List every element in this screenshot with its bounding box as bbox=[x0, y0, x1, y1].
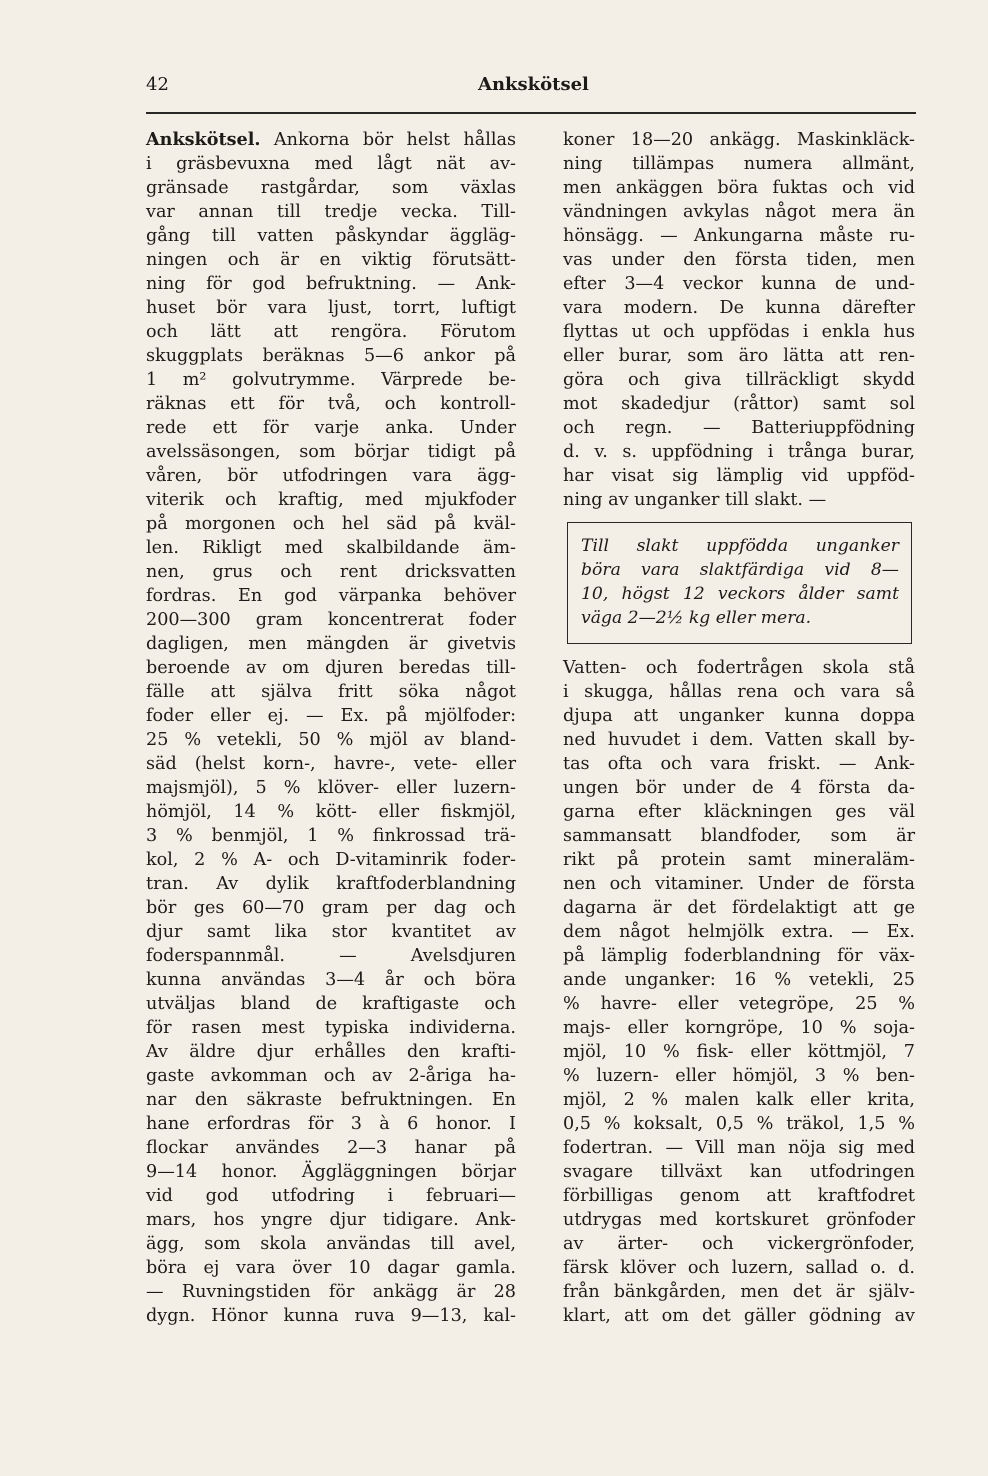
text-line: kunna användas 3—4 år och böra bbox=[146, 970, 516, 990]
text-line: foderspannmål. — Avelsdjuren bbox=[146, 946, 516, 966]
text-line: ungen bör under de 4 första da- bbox=[563, 778, 915, 798]
left-line-first bbox=[146, 128, 516, 152]
box-rule-top bbox=[567, 522, 912, 523]
text-line: mot skadedjur (råttor) samt sol bbox=[563, 394, 915, 414]
text-line: foder eller ej. — Ex. på mjölfoder: bbox=[146, 706, 516, 726]
text-line: viterik och kraftig, med mjukfoder bbox=[146, 490, 516, 510]
text-line: vid god utfodring i februari— bbox=[146, 1186, 516, 1206]
text-line: ning tillämpas numera allmänt, bbox=[563, 154, 915, 174]
box-line: 10, högst 12 veckors ålder samt bbox=[581, 584, 899, 604]
text-line: vändningen avkylas något mera än bbox=[563, 202, 915, 222]
text-line: säd (helst korn-, havre-, vete- eller bbox=[146, 754, 516, 774]
text-line: tas ofta och vara friskt. — Ank- bbox=[563, 754, 915, 774]
text-line: hane erfordras för 3 à 6 honor. I bbox=[146, 1114, 516, 1134]
entry-headword: Ankskötsel. bbox=[146, 129, 261, 150]
text-line: ning av unganker till slakt. — bbox=[563, 490, 827, 510]
text-line: Av äldre djur erhålles den krafti- bbox=[146, 1042, 516, 1062]
text-line: gaste avkomman och av 2-åriga ha- bbox=[146, 1066, 516, 1086]
text-line: i skugga, hållas rena och vara så bbox=[563, 682, 915, 702]
text-line: vas under den första tiden, men bbox=[563, 250, 915, 270]
text-line: men ankäggen böra fuktas och vid bbox=[563, 178, 915, 198]
text-line: djur samt lika stor kvantitet av bbox=[146, 922, 516, 942]
text-line: majsmjöl), 5 % klöver- eller luzern- bbox=[146, 778, 516, 798]
text-line: av ärter- och vickergrönfoder, bbox=[563, 1234, 915, 1254]
text-line: — Ruvningstiden för ankägg är 28 bbox=[146, 1282, 516, 1302]
text-line: % luzern- eller hömjöl, 3 % ben- bbox=[563, 1066, 915, 1086]
text-line: huset bör vara ljust, torrt, luftigt bbox=[146, 298, 516, 318]
text-line: utväljas bland de kraftigaste och bbox=[146, 994, 516, 1014]
text-line: förbilligas genom att kraftfodret bbox=[563, 1186, 915, 1206]
text-line: nen, grus och rent dricksvatten bbox=[146, 562, 516, 582]
text-line: ned huvudet i dem. Vatten skall by- bbox=[563, 730, 915, 750]
box-line: Till slakt uppfödda unganker bbox=[581, 536, 899, 556]
text-line: dagligen, men mängden är givetvis bbox=[146, 634, 516, 654]
text-line: koner 18—20 ankägg. Maskinkläck- bbox=[563, 130, 915, 150]
text-line: efter 3—4 veckor kunna de und- bbox=[563, 274, 915, 294]
text-line: fordras. En god värpanka behöver bbox=[146, 586, 516, 606]
text-line: böra ej vara över 10 dagar gamla. bbox=[146, 1258, 516, 1278]
text-line: ande unganker: 16 % vetekli, 25 bbox=[563, 970, 915, 990]
text-line: bör ges 60—70 gram per dag och bbox=[146, 898, 516, 918]
text-line: flyttas ut och uppfödas i enkla hus bbox=[563, 322, 915, 342]
left-lines bbox=[146, 152, 516, 1328]
right-column-top bbox=[563, 128, 915, 512]
box-rule-right bbox=[911, 522, 912, 644]
text-line: på lämplig foderblandning för väx- bbox=[563, 946, 915, 966]
text-line: 9—14 honor. Äggläggningen börjar bbox=[146, 1162, 516, 1182]
text-line: dagarna är det fördelaktigt att ge bbox=[563, 898, 915, 918]
text-line: på morgonen och hel säd på kväl- bbox=[146, 514, 516, 534]
text-line: våren, bör utfodringen vara ägg- bbox=[146, 466, 516, 486]
text-line: från bänkgården, men det är själv- bbox=[563, 1282, 915, 1302]
text-line: dem något helmjölk extra. — Ex. bbox=[563, 922, 915, 942]
text-line: eller burar, som äro lätta att ren- bbox=[563, 346, 915, 366]
text-line: mars, hos yngre djur tidigare. Ank- bbox=[146, 1210, 516, 1230]
text-line: 3 % benmjöl, 1 % finkrossad trä- bbox=[146, 826, 516, 846]
text-line: vara modern. De kunna därefter bbox=[563, 298, 915, 318]
text-line: och regn. — Batteriuppfödning bbox=[563, 418, 915, 438]
text-line: majs- eller korngröpe, 10 % soja- bbox=[563, 1018, 915, 1038]
box-line: böra vara slaktfärdiga vid 8— bbox=[581, 560, 899, 580]
page-header bbox=[146, 74, 916, 104]
header-rule bbox=[146, 112, 916, 114]
text-line: i gräsbevuxna med lågt nät av- bbox=[146, 154, 516, 174]
text-line: mjöl, 2 % malen kalk eller krita, bbox=[563, 1090, 915, 1110]
text-line: len. Rikligt med skalbildande äm- bbox=[146, 538, 516, 558]
text-line: sammansatt blandfoder, som är bbox=[563, 826, 915, 846]
text-line: hömjöl, 14 % kött- eller fiskmjöl, bbox=[146, 802, 516, 822]
text-line: % havre- eller vetegröpe, 25 % bbox=[563, 994, 915, 1014]
text-line: klart, att om det gäller gödning av bbox=[563, 1306, 915, 1326]
text-line: fodertran. — Vill man nöja sig med bbox=[563, 1138, 915, 1158]
text-line: svagare tillväxt kan utfodringen bbox=[563, 1162, 915, 1182]
text-line: ning för god befruktning. — Ank- bbox=[146, 274, 516, 294]
text-line: Vatten- och fodertrågen skola stå bbox=[563, 658, 915, 678]
text-line: hönsägg. — Ankungarna måste ru- bbox=[563, 226, 915, 246]
text-line: 1 m² golvutrymme. Värprede be- bbox=[146, 370, 516, 390]
first-line-text: Ankorna bör helst hållas bbox=[273, 130, 517, 150]
text-line: 25 % vetekli, 50 % mjöl av bland- bbox=[146, 730, 516, 750]
left-column bbox=[146, 128, 516, 1328]
box-rule-bottom bbox=[567, 643, 912, 644]
text-line: rede ett för varje anka. Under bbox=[146, 418, 516, 438]
text-line: och lätt att rengöra. Förutom bbox=[146, 322, 516, 342]
text-line: färsk klöver och luzern, sallad o. d. bbox=[563, 1258, 915, 1278]
page-number: 42 bbox=[146, 74, 169, 95]
text-line: dygn. Hönor kunna ruva 9—13, kal- bbox=[146, 1306, 516, 1326]
right-lines-top bbox=[563, 128, 915, 512]
text-line: för rasen mest typiska individerna. bbox=[146, 1018, 516, 1038]
highlight-box bbox=[567, 522, 912, 644]
box-text bbox=[581, 534, 899, 630]
text-line: gränsade rastgårdar, som växlas bbox=[146, 178, 516, 198]
right-column-bottom bbox=[563, 656, 915, 1328]
text-line: flockar användes 2—3 hanar på bbox=[146, 1138, 516, 1158]
text-line: djupa att unganker kunna doppa bbox=[563, 706, 915, 726]
text-line: d. v. s. uppfödning i trånga burar, bbox=[563, 442, 915, 462]
text-line: fälle att själva fritt söka något bbox=[146, 682, 516, 702]
text-line: rikt på protein samt mineraläm- bbox=[563, 850, 915, 870]
text-line: kol, 2 % A- och D-vitaminrik foder- bbox=[146, 850, 516, 870]
text-line: 200—300 gram koncentrerat foder bbox=[146, 610, 516, 630]
box-rule-left bbox=[567, 522, 568, 644]
box-line: väga 2—2½ kg eller mera. bbox=[581, 608, 812, 628]
text-line: göra och giva tillräckligt skydd bbox=[563, 370, 915, 390]
text-line: nar den säkraste befruktningen. En bbox=[146, 1090, 516, 1110]
text-line: tran. Av dylik kraftfoderblandning bbox=[146, 874, 516, 894]
text-line: var annan till tredje vecka. Till- bbox=[146, 202, 516, 222]
text-line: ningen och är en viktig förutsätt- bbox=[146, 250, 516, 270]
text-line: avelssäsongen, som börjar tidigt på bbox=[146, 442, 516, 462]
text-line: beroende av om djuren beredas till- bbox=[146, 658, 516, 678]
text-line: 0,5 % koksalt, 0,5 % träkol, 1,5 % bbox=[563, 1114, 915, 1134]
text-line: har visat sig lämplig vid uppföd- bbox=[563, 466, 915, 486]
text-line: ägg, som skola användas till avel, bbox=[146, 1234, 516, 1254]
text-line: nen och vitaminer. Under de första bbox=[563, 874, 915, 894]
text-line: skuggplats beräknas 5—6 ankor på bbox=[146, 346, 516, 366]
text-line: mjöl, 10 % fisk- eller köttmjöl, 7 bbox=[563, 1042, 915, 1062]
text-line: gång till vatten påskyndar äggläg- bbox=[146, 226, 516, 246]
text-line: räknas ett för två, och kontroll- bbox=[146, 394, 516, 414]
text-line: utdrygas med kortskuret grönfoder bbox=[563, 1210, 915, 1230]
right-lines-bottom bbox=[563, 656, 915, 1328]
running-title: Ankskötsel bbox=[478, 74, 589, 95]
text-line: garna efter kläckningen ges väl bbox=[563, 802, 915, 822]
